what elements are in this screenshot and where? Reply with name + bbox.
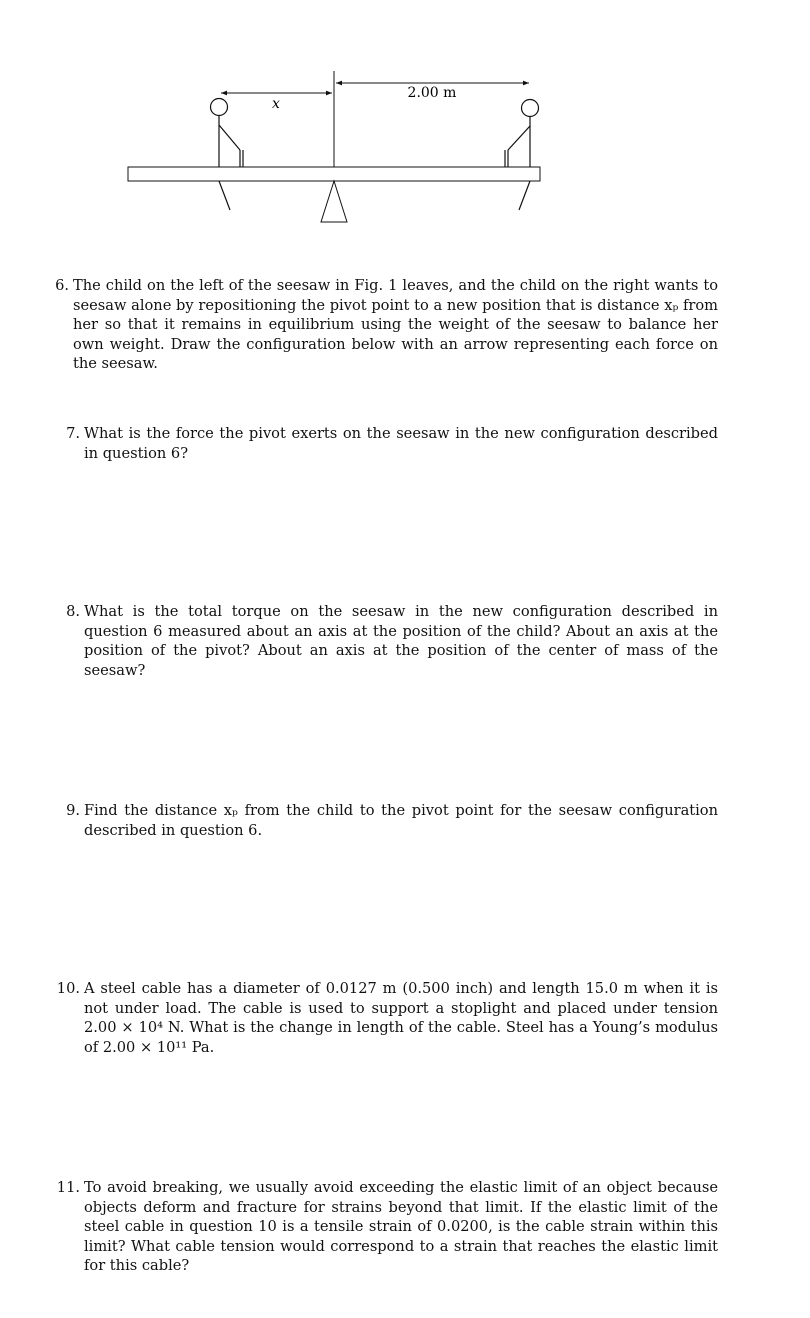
pivot-triangle <box>321 181 347 222</box>
question-10 <box>56 979 718 1057</box>
question-7 <box>66 424 718 463</box>
seesaw-figure <box>0 0 810 240</box>
question-11 <box>56 1178 718 1276</box>
question-number: 6. <box>55 277 69 294</box>
question-text: To avoid breaking, we usually avoid exceeding the elastic limit of an object because objects deform and fracture for strains beyond that limit. If the elastic limit of the steel cable in question 10 is a tensile strain of 0.0200, is the cable strain within this limit? What cable tension would correspond to a strain that reaches the elastic limit for this cable? <box>84 1179 718 1275</box>
question-number: 7. <box>66 425 80 442</box>
question-text: The child on the left of the seesaw in Fig. 1 leaves, and the child on the right wants to seesaw alone by repositioning the pivot point to a new position that is distance xₚ from her so that it remains in equilibrium using the weight of the seesaw to balance her own weight. Draw the configuration below with an arrow representing each force on the seesaw. <box>73 277 718 373</box>
question-text: What is the force the pivot exerts on the seesaw in the new configuration described in question 6? <box>84 425 718 462</box>
question-number: 11. <box>56 1179 80 1196</box>
question-9 <box>66 801 718 840</box>
question-text: A steel cable has a diameter of 0.0127 m (0.500 inch) and length 15.0 m when it is not under load. The cable is used to support a stoplight and placed under tension 2.00 × 10⁴ N. What is the change in length of the cable. Steel has a Young’s modulus of 2.00 × 10¹¹ Pa. <box>84 980 718 1056</box>
seesaw-plank <box>128 167 540 181</box>
x-label: x <box>272 96 280 112</box>
question-number: 9. <box>66 802 80 819</box>
question-number: 8. <box>66 603 80 620</box>
right-child <box>505 100 539 211</box>
distance-label: 2.00 m <box>407 85 457 101</box>
question-8 <box>66 602 718 680</box>
question-number: 10. <box>56 980 80 997</box>
question-text: What is the total torque on the seesaw in the new configuration described in question 6 measured about an axis at the position of the child? About an axis at the position of the pivot? About an axis at the position of the center of mass of the seesaw? <box>84 603 718 679</box>
left-child <box>211 99 244 211</box>
question-6 <box>55 276 718 374</box>
question-text: Find the distance xₚ from the child to the pivot point for the seesaw configuration described in question 6. <box>84 802 718 839</box>
